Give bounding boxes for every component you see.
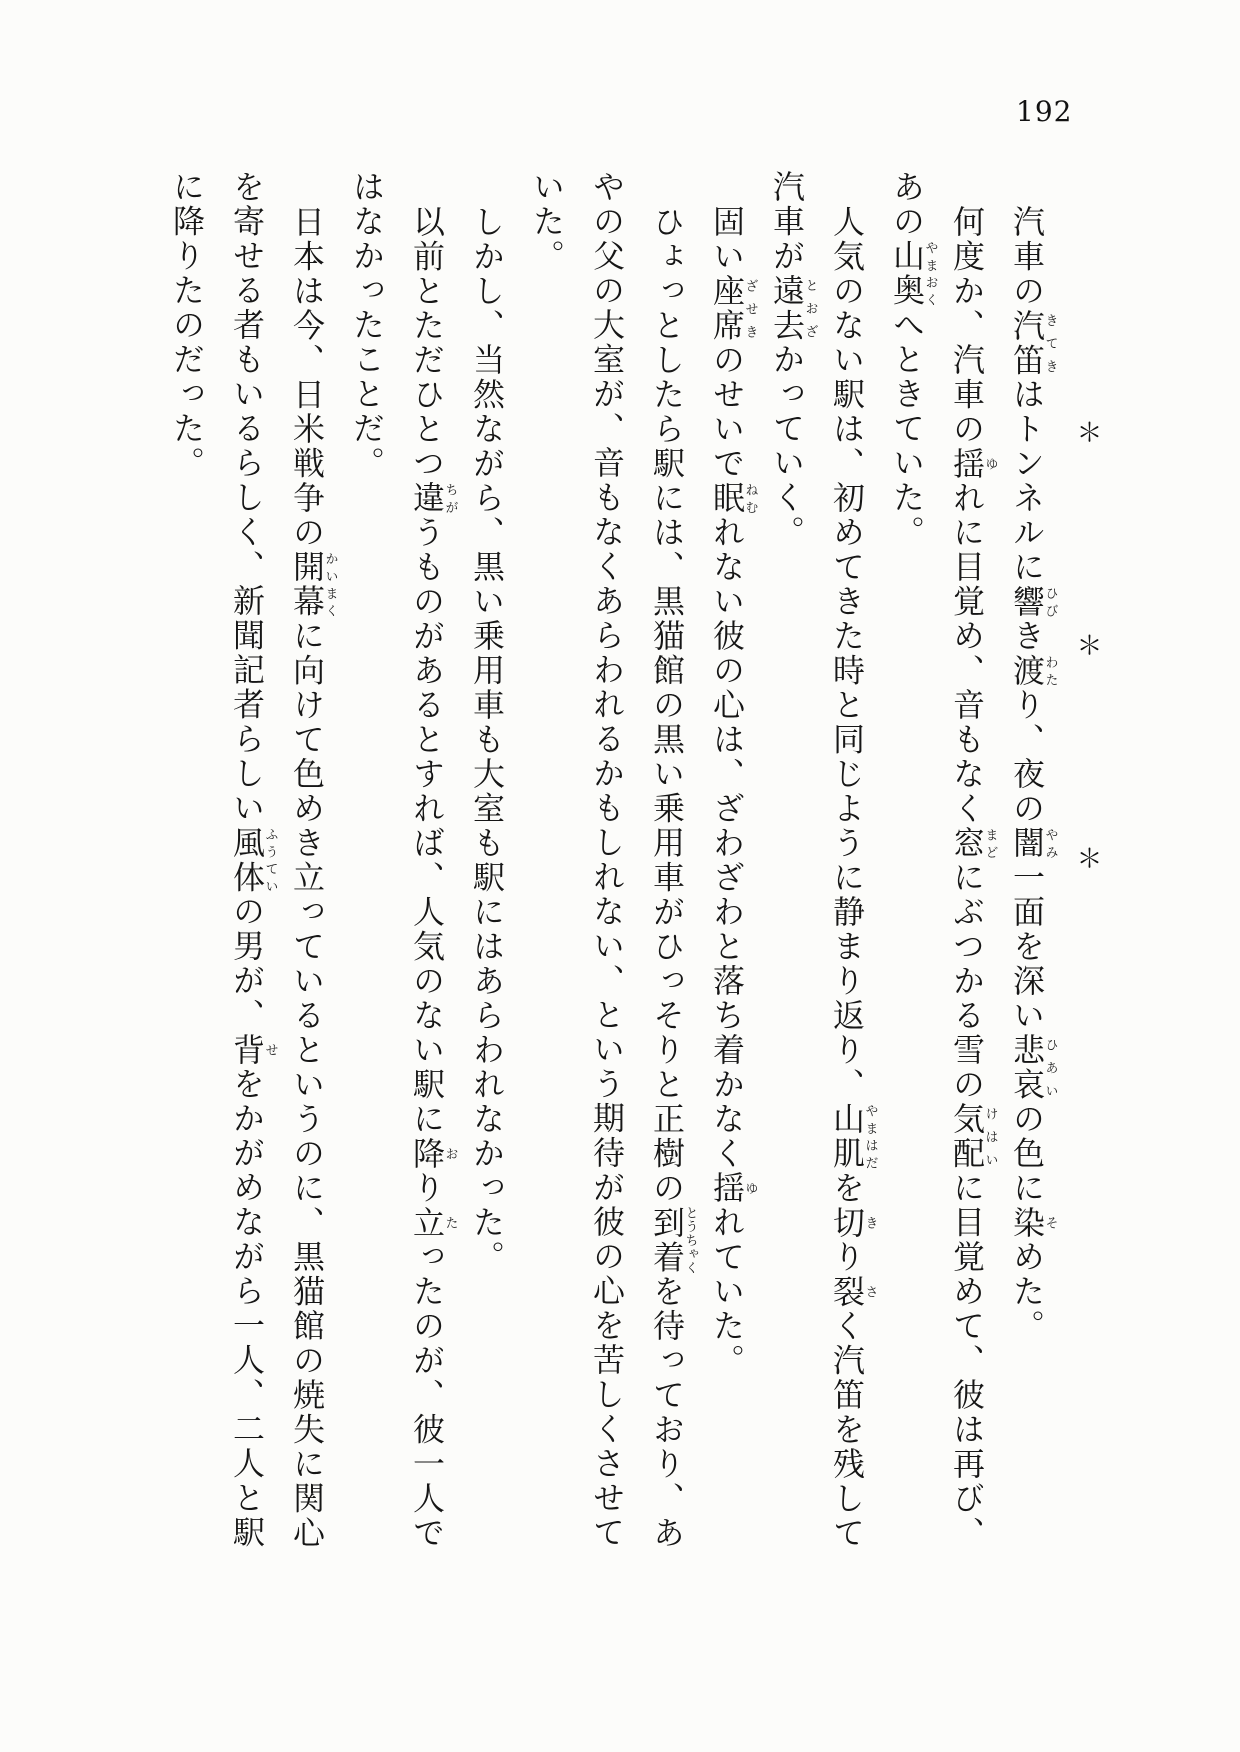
text-column-13 [277, 170, 337, 1610]
ruby-annotated-word: 汽笛きてき [1008, 308, 1058, 378]
text-run: 汽車の [1008, 205, 1046, 309]
ruby-annotated-word: 立た [408, 1205, 458, 1240]
furigana: ひび [1042, 584, 1058, 619]
text-column-1 [997, 170, 1057, 1610]
text-column-9 [517, 170, 577, 1610]
text-block [157, 170, 1117, 1610]
text-run: ひょっとしたら駅には、黒猫館の黒い乗用車がひっそりと正樹の [648, 205, 686, 1206]
text-run: をかがめながら一人、二人と駅 [228, 1067, 266, 1550]
text-column-12 [337, 170, 397, 1610]
furigana: やみ [1042, 826, 1058, 861]
text-run: 汽車が [768, 170, 806, 274]
text-run: れに目覚め、音もなく [948, 481, 986, 826]
page-number: 192 [1016, 95, 1073, 128]
ruby-annotated-word: 座席ざせき [708, 274, 758, 343]
furigana: かいまく [322, 550, 338, 619]
furigana: ゆ [742, 1171, 758, 1206]
text-run: に向けて色めき立っているというのに、黒猫館の焼失に関心 [288, 619, 326, 1551]
text-run: の色に [1008, 1102, 1046, 1206]
furigana: ひあい [1042, 1033, 1058, 1102]
ruby-annotated-word: 悲哀ひあい [1008, 1033, 1058, 1102]
text-run: めた。 [1008, 1240, 1046, 1344]
ruby-annotated-word: 降お [408, 1136, 458, 1171]
text-run: 何度か、汽車の [948, 205, 986, 447]
furigana: た [442, 1205, 458, 1240]
ruby-annotated-word: 遠去とおざ [768, 273, 818, 343]
furigana: けはい [982, 1102, 998, 1171]
text-run: を [828, 1171, 866, 1206]
ruby-annotated-word: 到着とうちゃく [648, 1205, 698, 1275]
text-run: り、夜の [1008, 688, 1046, 826]
text-column-2 [937, 170, 997, 1610]
text-column-10 [457, 170, 517, 1610]
furigana: とうちゃく [682, 1205, 698, 1275]
furigana: ねむ [742, 481, 758, 516]
text-run: 固い [708, 205, 746, 274]
ruby-annotated-word: 山奥やまおく [888, 239, 938, 308]
text-run: にぶつかる雪の [948, 860, 986, 1102]
text-column-8 [577, 170, 637, 1610]
ruby-annotated-word: 渡わた [1008, 653, 1058, 688]
ruby-annotated-word: 背せ [228, 1032, 278, 1067]
text-run: を待っており、あ [648, 1274, 686, 1551]
ruby-annotated-word: 窓まど [948, 826, 998, 861]
text-run: 以前とただひとつ [408, 205, 446, 481]
furigana: お [442, 1136, 458, 1171]
text-run: の男が、 [228, 894, 266, 1033]
text-run: しかし、当然ながら、黒い乗用車も大室も駅にはあらわれなかった。 [468, 205, 506, 1275]
text-run: へときていた。 [888, 308, 926, 550]
text-run: のせいで [708, 343, 746, 481]
furigana: やまおく [922, 239, 938, 308]
text-run: あの [888, 170, 926, 239]
scene-break-asterisk: ＊ [1072, 419, 1102, 445]
text-run: り [828, 1240, 866, 1275]
ruby-annotated-word: 開幕かいまく [288, 550, 338, 619]
furigana: き [862, 1205, 878, 1240]
furigana: ふうてい [262, 825, 278, 895]
text-run: はなかったことだ。 [348, 170, 386, 481]
text-column-6 [697, 170, 757, 1610]
furigana: やまはだ [862, 1102, 878, 1171]
furigana: さ [862, 1274, 878, 1309]
text-run: に目覚めて、彼は再び、 [948, 1171, 986, 1551]
ruby-annotated-word: 山肌やまはだ [828, 1102, 878, 1171]
ruby-annotated-word: 揺ゆ [948, 446, 998, 481]
furigana: せ [262, 1032, 278, 1067]
furigana: ちが [442, 481, 458, 516]
furigana: まど [982, 826, 998, 861]
text-run: いた。 [528, 170, 566, 274]
text-run: く汽笛を残して [828, 1309, 866, 1551]
ruby-annotated-word: 切き [828, 1205, 878, 1240]
furigana: ゆ [982, 446, 998, 481]
furigana: そ [1042, 1205, 1058, 1240]
ruby-annotated-word: 響ひび [1008, 584, 1058, 619]
ruby-annotated-word: 違ちが [408, 481, 458, 516]
ruby-annotated-word: 染そ [1008, 1205, 1058, 1240]
scene-break-asterisk: ＊ [1072, 845, 1102, 871]
text-run: はトンネルに [1008, 377, 1046, 585]
ruby-annotated-word: 眠ねむ [708, 481, 758, 516]
furigana: ざせき [742, 274, 758, 343]
text-run: れない彼の心は、ざわざわと落ち着かなく [708, 515, 746, 1171]
text-run: かっていく。 [768, 342, 806, 550]
text-run: ったのが、彼一人で [408, 1240, 446, 1551]
text-run: やの父の大室が、音もなくあらわれるかもしれない、という期待が彼の心を苦しくさせて [588, 170, 626, 1550]
text-run: うものがあるとすれば、人気のない駅に [408, 515, 446, 1137]
text-column-14 [217, 170, 277, 1610]
text-run: り [408, 1171, 446, 1206]
ruby-annotated-word: 裂さ [828, 1274, 878, 1309]
scene-break-column [1057, 170, 1117, 1610]
text-run: き [1008, 619, 1046, 654]
text-run: 一面を深い [1008, 860, 1046, 1033]
text-column-5 [757, 170, 817, 1610]
text-column-4 [817, 170, 877, 1610]
furigana: とおざ [802, 273, 818, 343]
ruby-annotated-word: 揺ゆ [708, 1171, 758, 1206]
text-column-3 [877, 170, 937, 1610]
text-run: れていた。 [708, 1205, 746, 1378]
text-run: 日本は今、日米戦争の [288, 205, 326, 550]
furigana: わた [1042, 653, 1058, 688]
furigana: きてき [1042, 308, 1058, 378]
text-column-15 [157, 170, 217, 1610]
text-run: を寄せる者もいるらしく、新聞記者らしい [228, 170, 266, 826]
ruby-annotated-word: 風体ふうてい [228, 825, 278, 895]
ruby-annotated-word: 闇やみ [1008, 826, 1058, 861]
text-column-11 [397, 170, 457, 1610]
scene-break-asterisk: ＊ [1072, 632, 1102, 658]
text-column-7 [637, 170, 697, 1610]
text-run: 人気のない駅は、初めてきた時と同じように静まり返り、 [828, 205, 866, 1102]
ruby-annotated-word: 気配けはい [948, 1102, 998, 1171]
text-run: に降りたのだった。 [168, 170, 206, 481]
